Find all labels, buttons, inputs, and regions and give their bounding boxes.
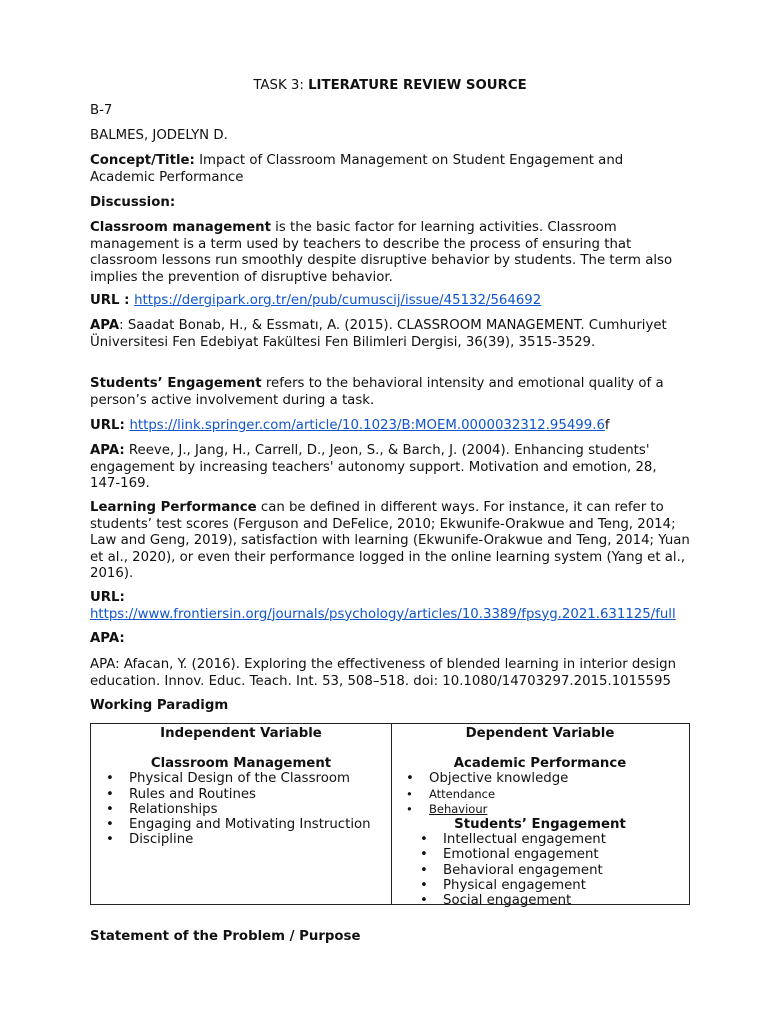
statement-of-problem-label: Statement of the Problem / Purpose (90, 929, 361, 944)
list-item: • Social engagement (391, 893, 689, 908)
task-heading: TASK 3: LITERATURE REVIEW SOURCE (253, 78, 527, 93)
discussion-label: Discussion: (90, 195, 176, 210)
task-title: LITERATURE REVIEW SOURCE (308, 78, 527, 93)
apa-3-label: APA: (90, 631, 125, 646)
list-item: • Objective knowledge (391, 771, 689, 786)
concept-title: Concept/Title: Impact of Classroom Management on Student Engagement and Academic Performance (90, 153, 624, 185)
working-paradigm-label: Working Paradigm (90, 698, 229, 713)
students-engagement-subheader: Students’ Engagement (454, 817, 626, 833)
independent-list (91, 771, 391, 847)
dependent-variable-column (391, 724, 689, 909)
list-item: • Physical engagement (391, 878, 689, 893)
list-item: • Behaviour (391, 802, 689, 817)
list-item: • Behavioral engagement (391, 863, 689, 878)
list-item: • Engaging and Motivating Instruction (91, 817, 391, 832)
url-2-link[interactable]: https://link.springer.com/article/10.1023/B:MOEM.0000032312.95499.6 (129, 418, 605, 433)
classroom-management-subheader: Classroom Management (150, 756, 332, 772)
paradigm-table (90, 723, 690, 909)
list-item: • Discipline (91, 832, 391, 847)
independent-variable-column (91, 724, 392, 904)
students-engagement-list (391, 832, 689, 908)
url-2: URL: https://link.springer.com/article/10.1023/B:MOEM.0000032312.95499.6f (90, 418, 610, 433)
academic-performance-list (391, 771, 689, 817)
list-item: • Attendance (391, 787, 689, 802)
list-item: • Emotional engagement (391, 847, 689, 862)
students-engagement-paragraph: Students’ Engagement refers to the behavioral intensity and emotional quality of a person’s active involvement during a task. (90, 376, 664, 408)
author-name: BALMES, JODELYN D. (90, 128, 228, 143)
url-1: URL : https://dergipark.org.tr/en/pub/cumuscij/issue/45132/564692 (90, 293, 542, 308)
url-1-link[interactable]: https://dergipark.org.tr/en/pub/cumuscij/issue/45132/564692 (134, 293, 542, 308)
list-item: • Physical Design of the Classroom (91, 771, 391, 786)
list-item: • Rules and Routines (91, 787, 391, 802)
section-code: B-7 (90, 103, 113, 118)
url-3: URL: https://www.frontiersin.org/journals/psychology/articles/10.3389/fpsyg.2021.631125/full (90, 590, 676, 622)
independent-variable-header: Independent Variable (160, 726, 322, 741)
apa-3: APA: Afacan, Y. (2016). Exploring the effectiveness of blended learning in interior design education. Innov. Educ. Teach. Int. 53, 508–518. doi: 10.1080/14703297.2015.1015595 (90, 657, 677, 689)
learning-performance-paragraph: Learning Performance can be defined in different ways. For instance, it can refer to students’ test scores (Ferguson and DeFelice, 2010; Ekwunife-Orakwue and Teng, 2014; Law and Geng, 2019), satisfaction with learning (Ekwunife-Orakwue and Teng, 2014; Yuan et al., 2020), or even their performance logged in the online learning system (Yang et al., 2016). (90, 500, 690, 581)
apa-1: APA: Saadat Bonab, H., & Essmatı, A. (2015). CLASSROOM MANAGEMENT. Cumhuriyet Üniversitesi Fen Edebiyat Fakültesi Fen Bilimleri Dergisi, 36(39), 3515-3529. (90, 318, 667, 350)
academic-performance-subheader: Academic Performance (453, 756, 627, 772)
apa-2: APA: Reeve, J., Jang, H., Carrell, D., Jeon, S., & Barch, J. (2004). Enhancing students' engagement by increasing teachers' autonomy support. Motivation and emotion, 28, 147-169. (90, 443, 657, 491)
url-3-link[interactable]: https://www.frontiersin.org/journals/psychology/articles/10.3389/fpsyg.2021.631125/full (90, 606, 676, 622)
dependent-variable-header: Dependent Variable (465, 726, 615, 741)
classroom-management-paragraph: Classroom management is the basic factor for learning activities. Classroom management is a term used by teachers to describe the process of ensuring that classroom lessons run smoothly despite disruptive behavior by students. The term also implies the prevention of disruptive behavior. (90, 220, 673, 285)
list-item: • Intellectual engagement (391, 832, 689, 847)
list-item: • Relationships (91, 802, 391, 817)
